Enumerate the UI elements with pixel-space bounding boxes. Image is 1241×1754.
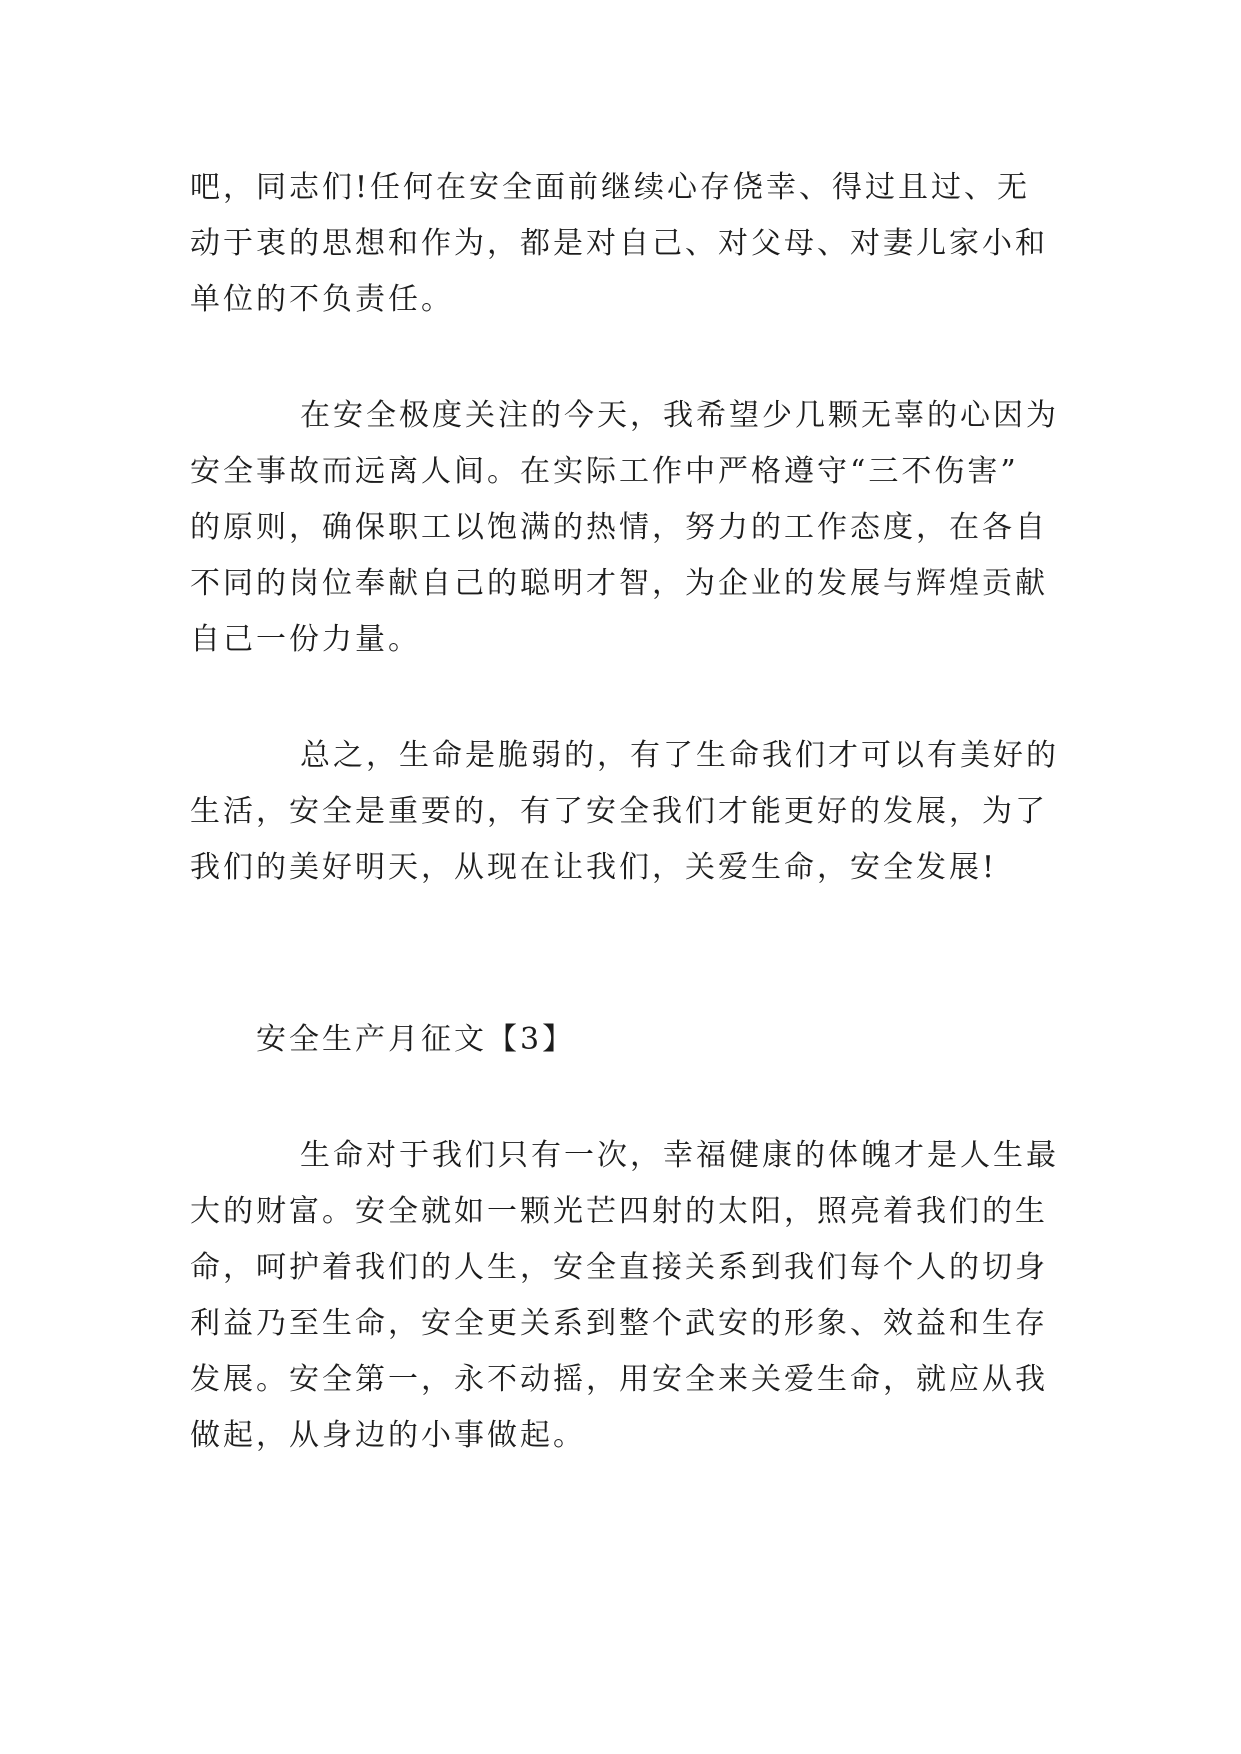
paragraph-3-line-2: 生活，安全是重要的，有了安全我们才能更好的发展，为了 bbox=[190, 794, 1048, 829]
paragraph-2-line-5: 自己一份力量。 bbox=[190, 622, 421, 657]
paragraph-4-line-5: 发展。安全第一，永不动摇，用安全来关爱生命，就应从我 bbox=[190, 1362, 1048, 1397]
paragraph-3-line-3: 我们的美好明天，从现在让我们，关爱生命，安全发展! bbox=[190, 850, 998, 885]
paragraph-4-line-2: 大的财富。安全就如一颗光芒四射的太阳，照亮着我们的生 bbox=[190, 1194, 1048, 1229]
paragraph-4-line-4: 利益乃至生命，安全更关系到整个武安的形象、效益和生存 bbox=[190, 1306, 1048, 1341]
paragraph-2-line-1: 在安全极度关注的今天，我希望少几颗无辜的心因为 bbox=[300, 398, 1059, 433]
paragraph-1-line-2: 动于衷的思想和作为，都是对自己、对父母、对妻儿家小和 bbox=[190, 226, 1048, 261]
paragraph-1-line-3: 单位的不负责任。 bbox=[190, 282, 454, 317]
paragraph-3-line-1: 总之，生命是脆弱的，有了生命我们才可以有美好的 bbox=[300, 738, 1059, 773]
paragraph-2-line-2: 安全事故而远离人间。在实际工作中严格遵守“三不伤害” bbox=[190, 454, 1019, 489]
paragraph-4-line-6: 做起，从身边的小事做起。 bbox=[190, 1418, 586, 1453]
paragraph-1-line-1: 吧，同志们!任何在安全面前继续心存侥幸、得过且过、无 bbox=[190, 170, 1031, 205]
paragraph-4-line-3: 命，呵护着我们的人生，安全直接关系到我们每个人的切身 bbox=[190, 1250, 1048, 1285]
paragraph-2-line-3: 的原则，确保职工以饱满的热情，努力的工作态度，在各自 bbox=[190, 510, 1048, 545]
paragraph-2-line-4: 不同的岗位奉献自己的聪明才智，为企业的发展与辉煌贡献 bbox=[190, 566, 1048, 601]
section-heading: 安全生产月征文【3】 bbox=[256, 1022, 576, 1057]
paragraph-4-line-1: 生命对于我们只有一次，幸福健康的体魄才是人生最 bbox=[300, 1138, 1059, 1173]
